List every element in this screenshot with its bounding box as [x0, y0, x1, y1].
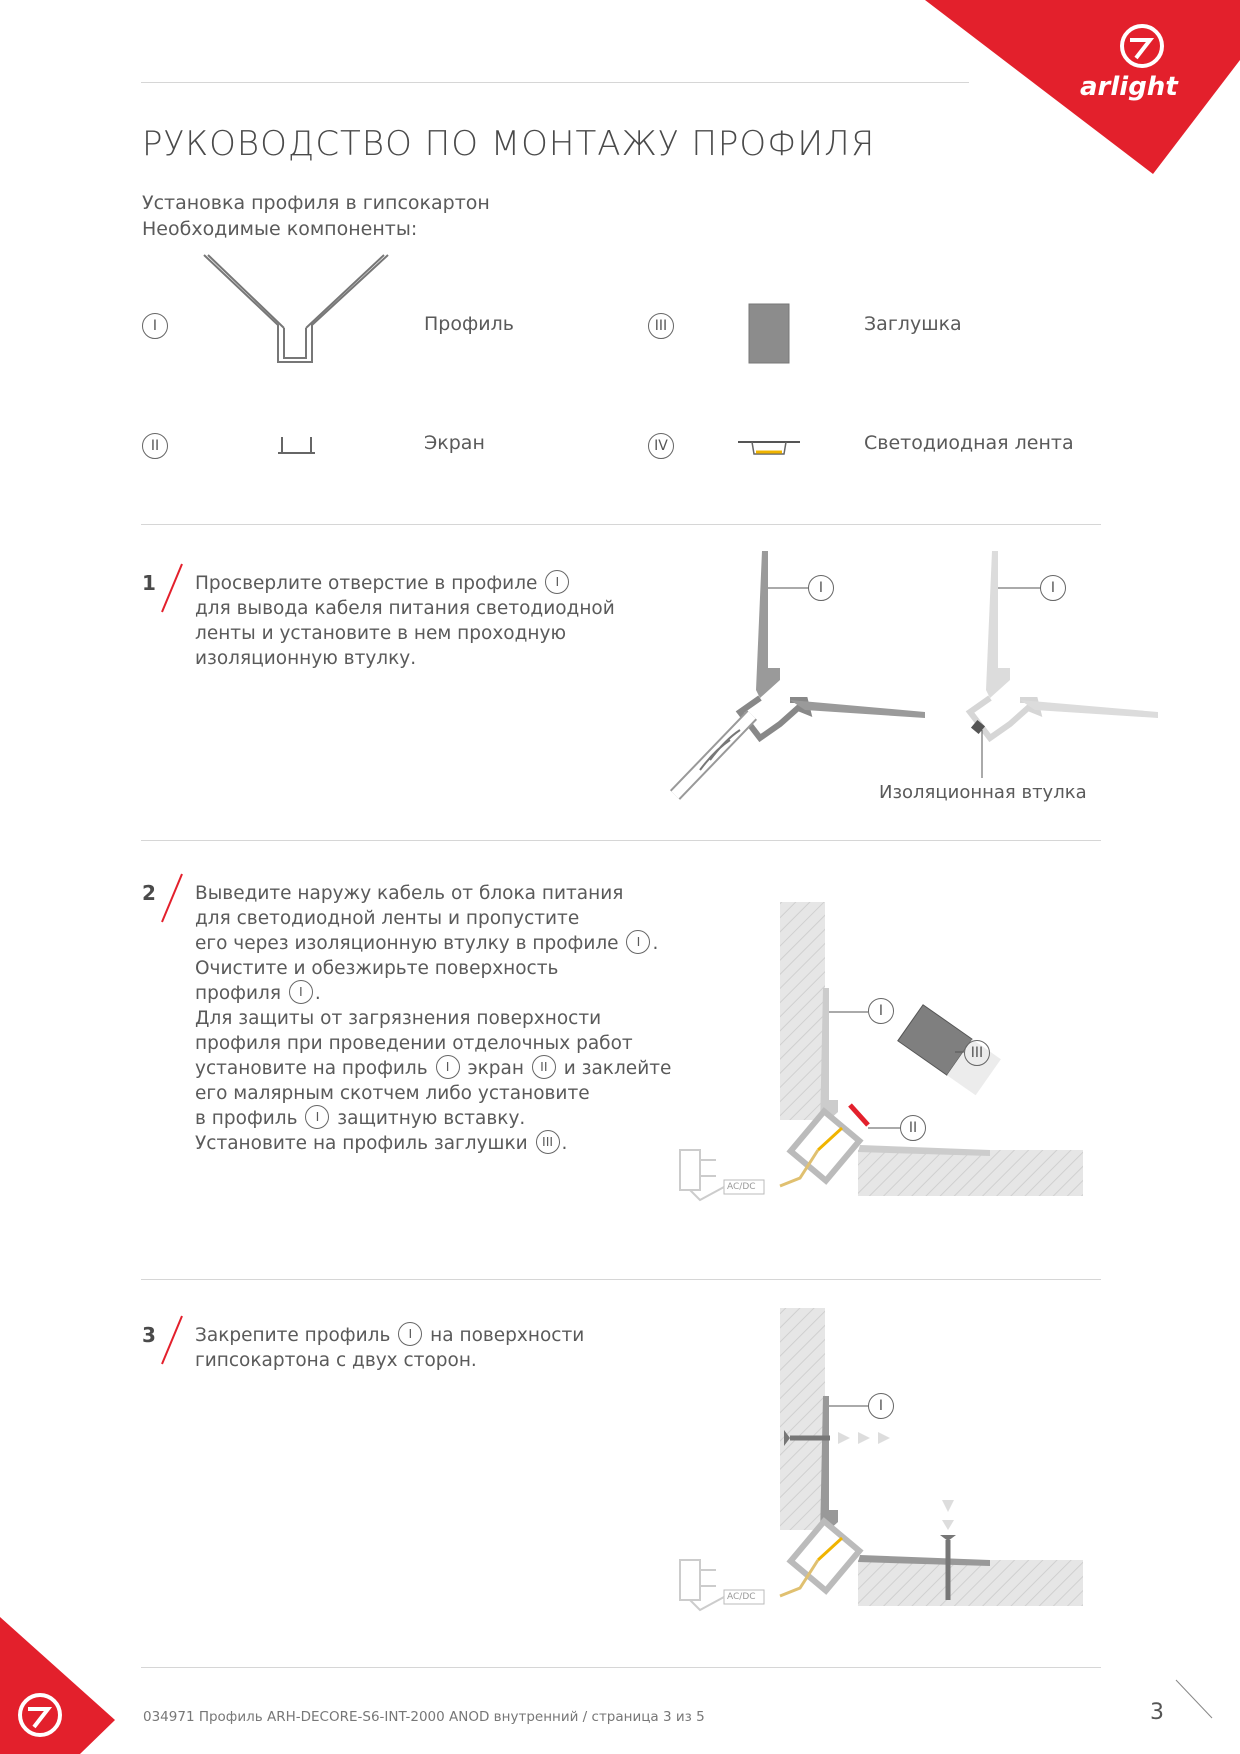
- ref-profile: I: [305, 1105, 329, 1129]
- step-2-line-4: Очистите и обезжирьте поверхность: [195, 958, 559, 979]
- ref-profile: I: [436, 1055, 460, 1079]
- ref-cap: III: [536, 1130, 560, 1154]
- component-num-3: III: [648, 313, 674, 339]
- step-1-number: 1: [142, 571, 156, 595]
- page-number: 3: [1150, 1700, 1164, 1725]
- step-1-line-3: ленты и установите в нем проходную: [195, 623, 567, 644]
- step-3-line-1b: на поверхности: [430, 1325, 585, 1346]
- callout-profile-1a: I: [808, 575, 834, 601]
- intro-line-2: Необходимые компоненты:: [142, 218, 418, 240]
- component-label-cap: Заглушка: [864, 313, 962, 335]
- step-2-text: Выведите наружу кабель от блока питания для светодиодной ленты и пропустите его через изоляционную втулку в профиле I . Очистите и обезжирьте поверхность профиля I . Для защиты от загрязнения поверхности профиля при проведении отделочных работ установите на профиль I экран II и заклейте его малярным скотчем либо установите в профиль I защитную вставку. Установите на профиль заглушки III .: [195, 883, 672, 1154]
- ref-profile: I: [626, 930, 650, 954]
- step-1-line-1: Просверлите отверстие в профиле: [195, 573, 538, 594]
- step-2-line-9: его малярным скотчем либо установите: [195, 1083, 590, 1104]
- step-1-drill-illustration: [675, 551, 925, 795]
- ref-profile: I: [398, 1322, 422, 1346]
- step-2-line-2: для светодиодной ленты и пропустите: [195, 908, 580, 929]
- callout-profile-3: I: [868, 1393, 894, 1419]
- step-3-number: 3: [142, 1323, 156, 1347]
- component-num-4: IV: [648, 433, 674, 459]
- acdc-label-3: AC/DC: [727, 1592, 756, 1602]
- component-label-screen: Экран: [424, 432, 485, 454]
- step-2-line-10: в профиль: [195, 1108, 298, 1129]
- step-2-line-3: его через изоляционную втулку в профиле: [195, 933, 619, 954]
- callout-profile-1b: I: [1040, 575, 1066, 601]
- step-3-line-1: Закрепите профиль: [195, 1325, 391, 1346]
- callout-screen-2: II: [900, 1115, 926, 1141]
- step-2-line-11: Установите на профиль заглушки: [195, 1133, 528, 1154]
- sleeve-label: Изоляционная втулка: [879, 782, 1087, 803]
- step-2-line-8: установите на профиль: [195, 1058, 428, 1079]
- callout-cap-2: III: [964, 1040, 990, 1066]
- component-label-led-strip: Светодиодная лента: [864, 432, 1074, 454]
- step-2-illustration: [680, 902, 1083, 1200]
- callout-profile-2: I: [868, 998, 894, 1024]
- ref-profile: I: [289, 980, 313, 1004]
- step-2-line-8c: и заклейте: [563, 1058, 672, 1079]
- acdc-label-2: AC/DC: [727, 1182, 756, 1192]
- step-2-line-7: профиля при проведении отделочных работ: [195, 1033, 633, 1054]
- step-3-illustration: [680, 1308, 1083, 1610]
- intro-line-1: Установка профиля в гипсокартон: [142, 192, 490, 214]
- step-2-number: 2: [142, 881, 156, 905]
- step-2-line-6: Для защиты от загрязнения поверхности: [195, 1008, 602, 1029]
- footer-text: 034971 Профиль ARH-DECORE-S6-INT-2000 ANOD внутренний / страница 3 из 5: [143, 1709, 705, 1725]
- component-label-profile: Профиль: [424, 313, 514, 335]
- ref-screen: II: [532, 1055, 556, 1079]
- step-1-line-4: изоляционную втулку.: [195, 648, 417, 669]
- component-num-1: I: [142, 313, 168, 339]
- brand-logo-text: arlight: [1080, 72, 1178, 102]
- step-3-line-2: гипсокартона с двух сторон.: [195, 1350, 477, 1371]
- component-num-2: II: [142, 433, 168, 459]
- page-title: РУКОВОДСТВО ПО МОНТАЖУ ПРОФИЛЯ: [142, 124, 876, 164]
- step-2-line-8b: экран: [467, 1058, 524, 1079]
- step-2-line-1: Выведите наружу кабель от блока питания: [195, 883, 624, 904]
- step-1-line-2: для вывода кабеля питания светодиодной: [195, 598, 615, 619]
- ref-profile: I: [545, 570, 569, 594]
- step-2-line-10b: защитную вставку.: [337, 1108, 526, 1129]
- step-2-line-5: профиля: [195, 983, 281, 1004]
